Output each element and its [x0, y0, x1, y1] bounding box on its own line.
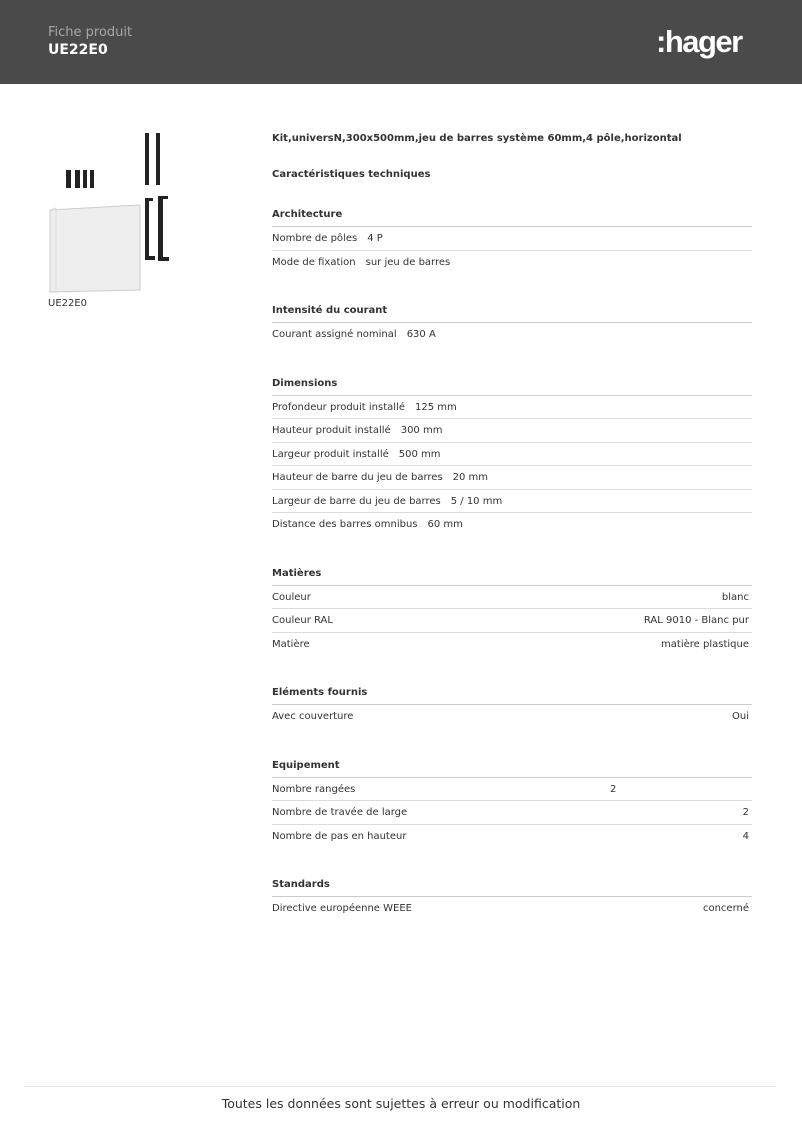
- footer-divider: [24, 1086, 776, 1087]
- spec-label: Mode de fixation: [272, 256, 356, 268]
- spec-value: sur jeu de barres: [365, 256, 451, 268]
- spec-section: [272, 567, 752, 657]
- spec-label: Courant assigné nominal: [272, 329, 397, 340]
- header-subtitle: Fiche produit: [48, 25, 133, 40]
- spec-row: [272, 466, 752, 490]
- spec-row: [272, 396, 752, 420]
- footer-disclaimer: Toutes les données sont sujettes à erreur ou modification: [221, 1096, 581, 1111]
- spec-value: Oui: [732, 711, 749, 722]
- image-caption: UE22E0: [48, 298, 88, 309]
- spec-row: [272, 419, 752, 443]
- section-heading: Equipement: [272, 759, 752, 778]
- section-heading: Standards: [272, 878, 752, 897]
- spec-label: Nombre de pôles: [272, 233, 358, 244]
- spec-label: Largeur de barre du jeu de barres: [272, 495, 441, 507]
- spec-value: 4 P: [367, 233, 383, 244]
- spec-value: 2: [742, 807, 749, 818]
- spec-row: [272, 513, 752, 537]
- spec-value: 5 / 10 mm: [450, 495, 503, 507]
- spec-section: [272, 759, 752, 849]
- hager-logo: :hager: [656, 24, 742, 59]
- spec-value: 20 mm: [452, 472, 489, 483]
- spec-row: [272, 897, 752, 921]
- header: [0, 0, 802, 84]
- spec-label: Avec couverture: [272, 711, 354, 722]
- spec-row: [272, 825, 752, 849]
- spec-row: [272, 705, 752, 729]
- spec-label: Hauteur de barre du jeu de barres: [272, 472, 443, 483]
- spec-section: [272, 377, 752, 537]
- spec-value: concerné: [702, 903, 749, 914]
- spec-section: [272, 304, 752, 347]
- spec-label: Distance des barres omnibus: [272, 519, 418, 530]
- spec-row: [272, 633, 752, 657]
- spec-label: Matière: [272, 638, 310, 650]
- spec-value: RAL 9010 - Blanc pur: [643, 615, 749, 626]
- spec-label: Nombre rangées: [272, 783, 356, 795]
- spec-value: 630 A: [406, 329, 436, 340]
- spec-value: 2: [610, 783, 617, 795]
- spec-value: 125 mm: [414, 401, 457, 413]
- spec-row: [272, 490, 752, 514]
- spec-section: [272, 208, 752, 274]
- spec-label: Directive européenne WEEE: [272, 903, 412, 914]
- spec-row: [272, 609, 752, 633]
- section-heading: Dimensions: [272, 377, 752, 396]
- spec-row: [272, 251, 752, 275]
- spec-row: [272, 801, 752, 825]
- spec-row: [272, 227, 752, 251]
- spec-row: [272, 323, 752, 347]
- spec-value: 300 mm: [400, 425, 443, 436]
- spec-label: Hauteur produit installé: [272, 425, 391, 436]
- section-heading: Architecture: [272, 208, 752, 227]
- spec-label: Largeur produit installé: [272, 448, 389, 460]
- section-heading: Intensité du courant: [272, 304, 752, 323]
- spec-row: [272, 443, 752, 467]
- product-image: [48, 128, 178, 293]
- spec-value: blanc: [721, 591, 749, 603]
- spec-value: 4: [742, 830, 749, 842]
- spec-row: [272, 778, 752, 802]
- section-heading: Eléments fournis: [272, 686, 752, 705]
- spec-value: matière plastique: [661, 638, 749, 650]
- spec-section: [272, 686, 752, 729]
- product-title: Kit,universN,300x500mm,jeu de barres système 60mm,4 pôle,horizontal: [272, 133, 682, 144]
- spec-label: Nombre de pas en hauteur: [272, 830, 407, 842]
- spec-label: Couleur: [272, 591, 311, 603]
- header-product-code: UE22E0: [48, 42, 108, 58]
- spec-row: [272, 586, 752, 610]
- spec-sheet: [272, 133, 752, 921]
- section-heading: Matières: [272, 567, 752, 586]
- caracteristiques-heading: Caractéristiques techniques: [272, 169, 431, 180]
- spec-label: Profondeur produit installé: [272, 401, 405, 413]
- spec-label: Couleur RAL: [272, 615, 333, 626]
- spec-label: Nombre de travée de large: [272, 807, 408, 818]
- spec-value: 60 mm: [427, 519, 463, 530]
- spec-section: [272, 878, 752, 921]
- spec-value: 500 mm: [398, 448, 441, 460]
